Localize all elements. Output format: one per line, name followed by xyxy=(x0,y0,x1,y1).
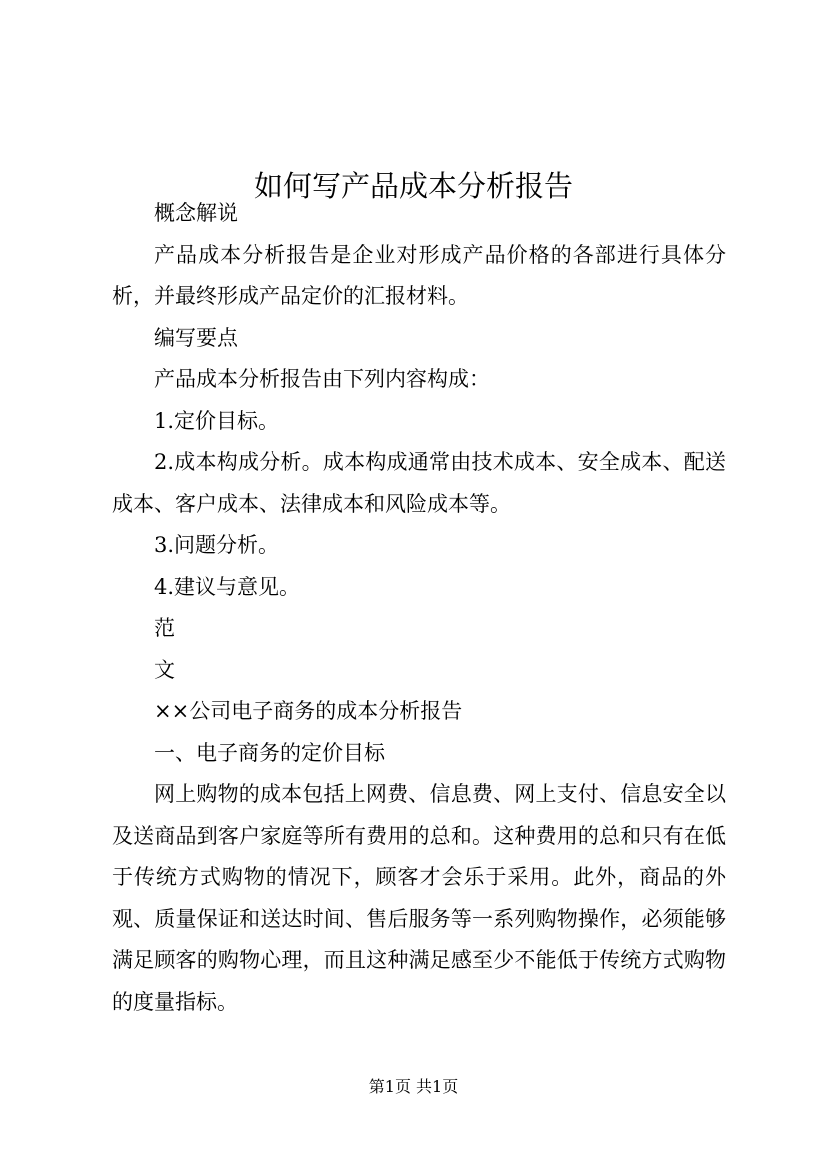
list-item-2: 2.成本构成分析。成本构成通常由技术成本、安全成本、配送成本、客户成本、法律成本和风险成本等。 xyxy=(112,450,726,516)
page-footer: 第1页 共1页 xyxy=(368,1077,459,1096)
sample-report-title: ××公司电子商务的成本分析报告 xyxy=(154,699,463,723)
document-body xyxy=(112,193,726,1023)
heading-sample-part2: 文 xyxy=(154,657,175,682)
heading-writing-points: 编写要点 xyxy=(154,325,238,350)
paragraph-concept: 产品成本分析报告是企业对形成产品价格的各部进行具体分析，并最终形成产品定价的汇报材料。 xyxy=(112,242,726,308)
section-heading-1: 一、电子商务的定价目标 xyxy=(154,740,385,765)
document-title: 如何写产品成本分析报告 xyxy=(253,169,573,204)
heading-concept: 概念解说 xyxy=(154,201,238,225)
list-item-4: 4.建议与意见。 xyxy=(154,574,301,599)
section-1-paragraph: 网上购物的成本包括上网费、信息费、网上支付、信息安全以及送商品到客户家庭等所有费用的总和。这种费用的总和只有在低于传统方式购物的情况下，顾客才会乐于采用。此外，商品的外观、质量保证和送达时间、售后服务等一系列购物操作，必须能够满足顾客的购物心理，而且这种满足感至少不能低于传统方式购物的度量指标。 xyxy=(112,782,726,1014)
paragraph-content-intro: 产品成本分析报告由下列内容构成： xyxy=(154,367,490,391)
list-item-3: 3.问题分析。 xyxy=(154,533,280,557)
heading-sample-part1: 范 xyxy=(154,616,175,640)
list-item-1: 1.定价目标。 xyxy=(154,408,280,433)
